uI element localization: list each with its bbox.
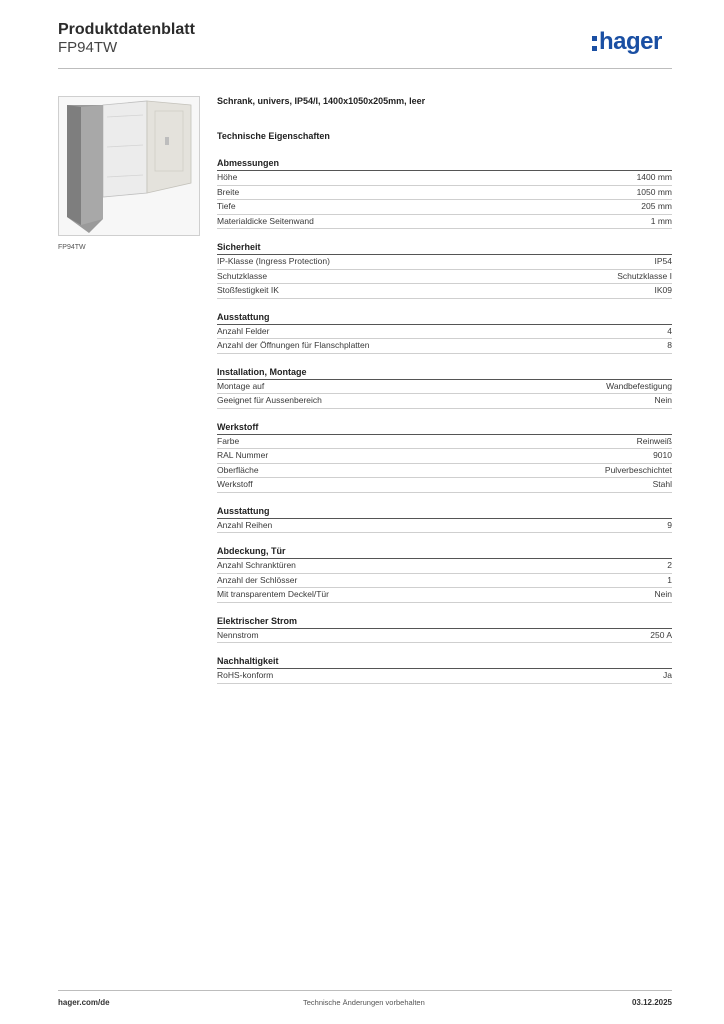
spec-label: Anzahl Schranktüren: [217, 560, 296, 570]
spec-label: Mit transparentem Deckel/Tür: [217, 589, 329, 599]
spec-row: [217, 449, 672, 464]
spec-value: 9010: [653, 450, 672, 460]
spec-value: Stahl: [652, 479, 672, 489]
spec-row: [217, 559, 672, 574]
spec-value: IK09: [654, 285, 672, 295]
spec-label: RoHS-konform: [217, 670, 274, 680]
spec-row: [217, 629, 672, 644]
spec-label: Anzahl Reihen: [217, 519, 273, 530]
hager-logo: [592, 28, 662, 56]
spec-value: 1050 mm: [636, 186, 672, 197]
spec-section: [217, 421, 672, 493]
spec-value: Reinweiß: [636, 435, 672, 446]
spec-section: [217, 615, 672, 644]
product-code: FP94TW: [58, 39, 118, 56]
spec-value: 2: [667, 560, 672, 570]
spec-section: [217, 505, 672, 534]
spec-label: Anzahl der Öffnungen für Flanschplatten: [217, 340, 370, 350]
spec-value: Nein: [654, 589, 672, 599]
spec-section: [217, 241, 672, 299]
spec-row: [217, 519, 672, 534]
spec-row: [217, 588, 672, 603]
spec-section: [217, 366, 672, 409]
spec-value: Ja: [663, 670, 672, 680]
spec-row: [217, 171, 672, 186]
spec-content: [217, 96, 672, 684]
spec-row: [217, 284, 672, 299]
section-title: Ausstattung: [217, 505, 672, 519]
spec-label: Farbe: [217, 435, 240, 446]
spec-value: Schutzklasse I: [617, 270, 672, 281]
spec-row: [217, 339, 672, 354]
spec-value: Pulverbeschichtet: [604, 464, 672, 475]
spec-value: 4: [667, 325, 672, 336]
spec-row: [217, 394, 672, 409]
spec-value: 8: [667, 340, 672, 350]
product-image: [58, 96, 200, 236]
section-title: Nachhaltigkeit: [217, 655, 672, 669]
spec-label: Werkstoff: [217, 479, 253, 489]
spec-label: Oberfläche: [217, 464, 259, 475]
spec-row: [217, 464, 672, 479]
spec-row: [217, 325, 672, 340]
header-divider: [58, 68, 672, 69]
spec-row: [217, 255, 672, 270]
section-title: Abdeckung, Tür: [217, 545, 672, 559]
image-caption: FP94TW: [58, 244, 86, 251]
spec-row: [217, 270, 672, 285]
page-title: Produktdatenblatt: [58, 21, 195, 38]
spec-section: [217, 157, 672, 229]
section-title: Installation, Montage: [217, 366, 672, 380]
spec-row: [217, 186, 672, 201]
spec-section: [217, 655, 672, 684]
cabinet-illustration-icon: [59, 97, 199, 235]
spec-row: [217, 380, 672, 395]
spec-label: Höhe: [217, 172, 238, 182]
spec-label: Stoßfestigkeit IK: [217, 285, 279, 295]
spec-value: 9: [667, 519, 672, 530]
spec-label: Nennstrom: [217, 629, 259, 640]
spec-label: Montage auf: [217, 380, 265, 391]
logo-colon-icon: [592, 36, 597, 51]
section-title: Abmessungen: [217, 157, 672, 171]
spec-label: Anzahl der Schlösser: [217, 574, 298, 585]
spec-row: [217, 478, 672, 493]
spec-label: Anzahl Felder: [217, 325, 270, 336]
spec-label: Schutzklasse: [217, 270, 268, 281]
section-title: Sicherheit: [217, 241, 672, 255]
spec-value: 1: [667, 574, 672, 585]
technical-properties-heading: Technische Eigenschaften: [217, 131, 330, 141]
spec-row: [217, 435, 672, 450]
spec-row: [217, 669, 672, 684]
spec-label: Breite: [217, 186, 240, 197]
footer-date: 03.12.2025: [631, 998, 672, 1007]
spec-label: Geeignet für Aussenbereich: [217, 395, 322, 405]
section-title: Ausstattung: [217, 311, 672, 325]
spec-row: [217, 215, 672, 230]
footer-note: Technische Änderungen vorbehalten: [303, 998, 425, 1007]
spec-section: [217, 545, 672, 603]
product-description: Schrank, univers, IP54/I, 1400x1050x205mm, leer: [217, 96, 426, 106]
spec-row: [217, 574, 672, 589]
spec-value: 1400 mm: [636, 172, 672, 182]
spec-section: [217, 311, 672, 354]
section-title: Werkstoff: [217, 421, 672, 435]
spec-value: IP54: [654, 256, 672, 266]
spec-label: RAL Nummer: [217, 450, 269, 460]
section-title: Elektrischer Strom: [217, 615, 672, 629]
spec-label: Materialdicke Seitenwand: [217, 215, 314, 226]
spec-value: 205 mm: [641, 201, 672, 211]
footer-website: hager.com/de: [58, 998, 110, 1007]
spec-value: Nein: [654, 395, 672, 405]
spec-sections: [217, 157, 672, 684]
logo-wordmark: hager: [599, 28, 662, 55]
spec-value: Wandbefestigung: [606, 380, 672, 391]
spec-value: 1 mm: [650, 215, 672, 226]
spec-label: IP-Klasse (Ingress Protection): [217, 256, 330, 266]
spec-value: 250 A: [650, 629, 672, 640]
footer-divider: [58, 990, 672, 991]
spec-row: [217, 200, 672, 215]
spec-label: Tiefe: [217, 201, 236, 211]
